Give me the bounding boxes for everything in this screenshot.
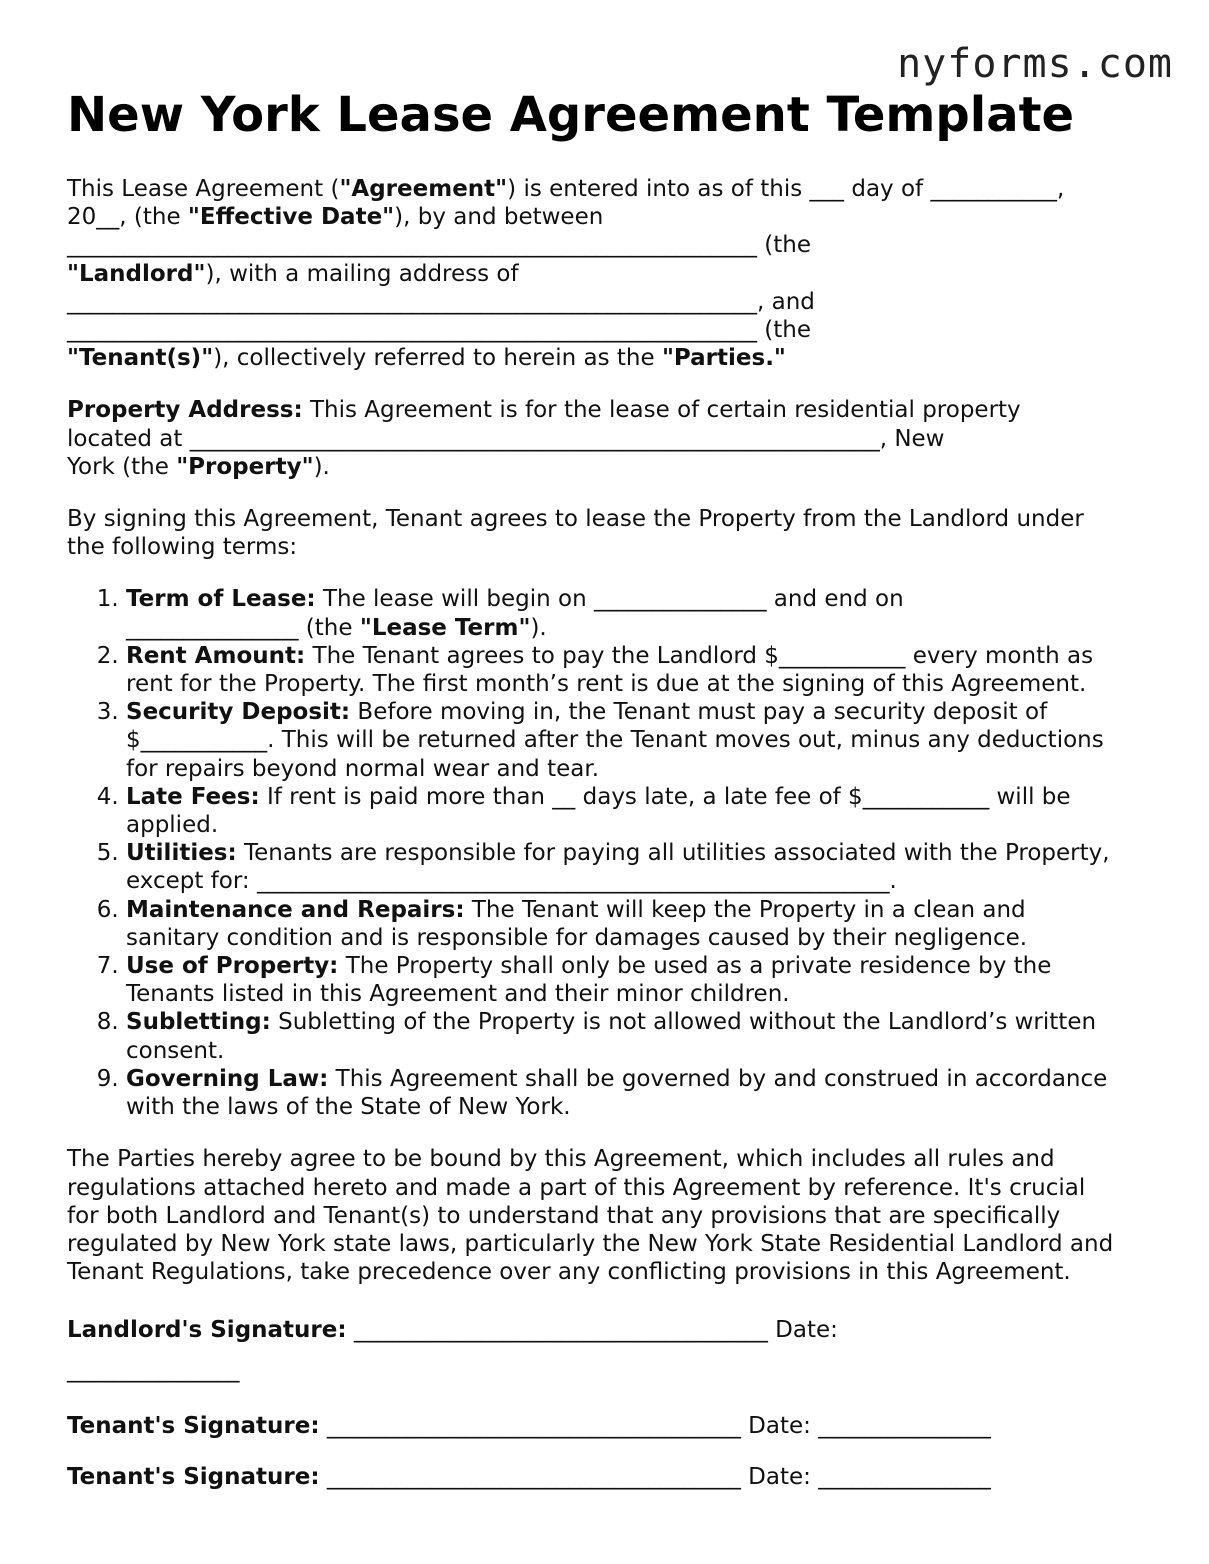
term-text: except for: _______________________________________________________. — [126, 868, 897, 895]
term-text: ). — [530, 614, 547, 641]
document-body — [67, 175, 1147, 1491]
term-item — [126, 896, 1147, 952]
closing-text: regulated by New York state laws, particularly the New York State Residential Landlord and — [67, 1230, 1114, 1257]
term-item — [126, 1065, 1147, 1121]
intro-text: ) is entered into as of this ___ day of ___________, — [507, 176, 1065, 202]
signature-blank: ____________________________________ Date: _______________ — [319, 1413, 991, 1440]
term-label: Term of Lease: — [126, 586, 316, 613]
tenant-signature-line — [67, 1463, 1147, 1491]
term-text: Tenants listed in this Agreement and their minor children. — [126, 981, 790, 1008]
property-text: ). — [313, 453, 330, 480]
intro-text: ), with a mailing address of — [205, 260, 519, 287]
term-text: sanitary condition and is responsible for damages caused by their negligence. — [126, 924, 1028, 951]
intro-text: ), collectively referred to herein as the — [213, 345, 662, 372]
property-text: This Agreement is for the lease of certain residential property — [302, 397, 1021, 424]
term-text: This Agreement shall be governed by and construed in accordance — [328, 1065, 1108, 1092]
term-item — [126, 585, 1147, 641]
closing-text: Tenant Regulations, take precedence over any conflicting provisions in this Agreement. — [67, 1259, 1071, 1286]
term-text: Before moving in, the Tenant must pay a security deposit of — [350, 699, 1048, 726]
term-label: Subletting: — [126, 1009, 271, 1036]
term-text: applied. — [126, 812, 219, 839]
term-text: _______________ (the — [126, 614, 360, 641]
lease-term-term: "Lease Term" — [359, 614, 531, 641]
term-item — [126, 698, 1147, 783]
brand-logo: nyforms.com — [897, 41, 1173, 87]
intro-text: This Lease Agreement ( — [67, 176, 340, 202]
tenant-signature-line — [67, 1412, 1147, 1440]
effective-date-term: "Effective Date" — [187, 204, 395, 231]
lead-text: the following terms: — [67, 534, 298, 561]
closing-text: for both Landlord and Tenant(s) to understand that any provisions that are specifically — [67, 1202, 1061, 1229]
terms-lead-paragraph — [67, 505, 1147, 561]
intro-text: 20__, (the — [67, 204, 188, 231]
term-label: Late Fees: — [126, 783, 260, 810]
signature-label: Landlord's Signature: — [67, 1317, 347, 1344]
term-text: $___________. This will be returned after the Tenant moves out, minus any deductions — [126, 727, 1104, 754]
property-text: York (the — [67, 453, 177, 480]
tenant-name-blank: ____________________________________________________________ (the — [67, 317, 812, 344]
landlord-name-blank: ____________________________________________________________ (the — [67, 232, 812, 259]
term-text: The lease will begin on _______________ and end on — [315, 586, 904, 613]
term-label: Rent Amount: — [126, 642, 306, 669]
term-label: Use of Property: — [126, 953, 339, 980]
term-label: Maintenance and Repairs: — [126, 896, 465, 923]
term-label: Governing Law: — [126, 1065, 329, 1092]
term-item — [126, 642, 1147, 698]
term-item — [126, 839, 1147, 895]
term-label: Utilities: — [126, 840, 237, 867]
intro-text: ), by and between — [394, 204, 604, 231]
property-paragraph — [67, 396, 1147, 481]
signature-label: Tenant's Signature: — [67, 1463, 320, 1490]
property-label: Property Address: — [67, 397, 303, 424]
lead-text: By signing this Agreement, Tenant agrees to lease the Property from the Landlord under — [67, 506, 1084, 533]
landlord-signature-line — [67, 1310, 1147, 1390]
term-text: The Property shall only be used as a private residence by the — [338, 953, 1052, 980]
closing-paragraph — [67, 1145, 1147, 1286]
terms-list — [67, 585, 1147, 1121]
term-item — [126, 952, 1147, 1008]
intro-paragraph — [67, 175, 1147, 372]
tenant-term: "Tenant(s)" — [67, 345, 214, 372]
term-text: for repairs beyond normal wear and tear. — [126, 755, 600, 782]
term-text: The Tenant will keep the Property in a clean and — [464, 896, 1026, 923]
term-item — [126, 1008, 1147, 1064]
landlord-term: "Landlord" — [67, 260, 206, 287]
term-text: rent for the Property. The first month’s rent is due at the signing of this Agreement. — [126, 671, 1087, 698]
term-text: Subletting of the Property is not allowed without the Landlord’s written — [270, 1009, 1097, 1036]
agreement-term: "Agreement" — [339, 176, 508, 202]
term-text: Tenants are responsible for paying all utilities associated with the Property, — [236, 840, 1110, 867]
signature-blank: ____________________________________ Date: _______________ — [319, 1463, 991, 1490]
signature-label: Tenant's Signature: — [67, 1413, 320, 1440]
property-term: "Property" — [176, 453, 314, 480]
closing-text: The Parties hereby agree to be bound by this Agreement, which includes all rules and — [67, 1146, 1055, 1173]
term-text: If rent is paid more than __ days late, a late fee of $___________ will be — [259, 783, 1071, 810]
term-item — [126, 783, 1147, 839]
landlord-address-blank: ____________________________________________________________, and — [67, 288, 815, 315]
closing-text: regulations attached hereto and made a part of this Agreement by reference. It's crucial — [67, 1174, 1086, 1201]
term-label: Security Deposit: — [126, 699, 351, 726]
document-title: New York Lease Agreement Template — [67, 87, 1075, 143]
term-text: with the laws of the State of New York. — [126, 1094, 571, 1121]
property-address-blank: located at ____________________________________________________________, New — [67, 425, 945, 452]
signature-blank: ____________________________________ Date: — [346, 1317, 838, 1344]
term-text: consent. — [126, 1037, 225, 1064]
term-text: The Tenant agrees to pay the Landlord $___________ every month as — [305, 642, 1094, 669]
parties-term: "Parties." — [661, 345, 786, 372]
date-blank: _______________ — [67, 1357, 240, 1384]
